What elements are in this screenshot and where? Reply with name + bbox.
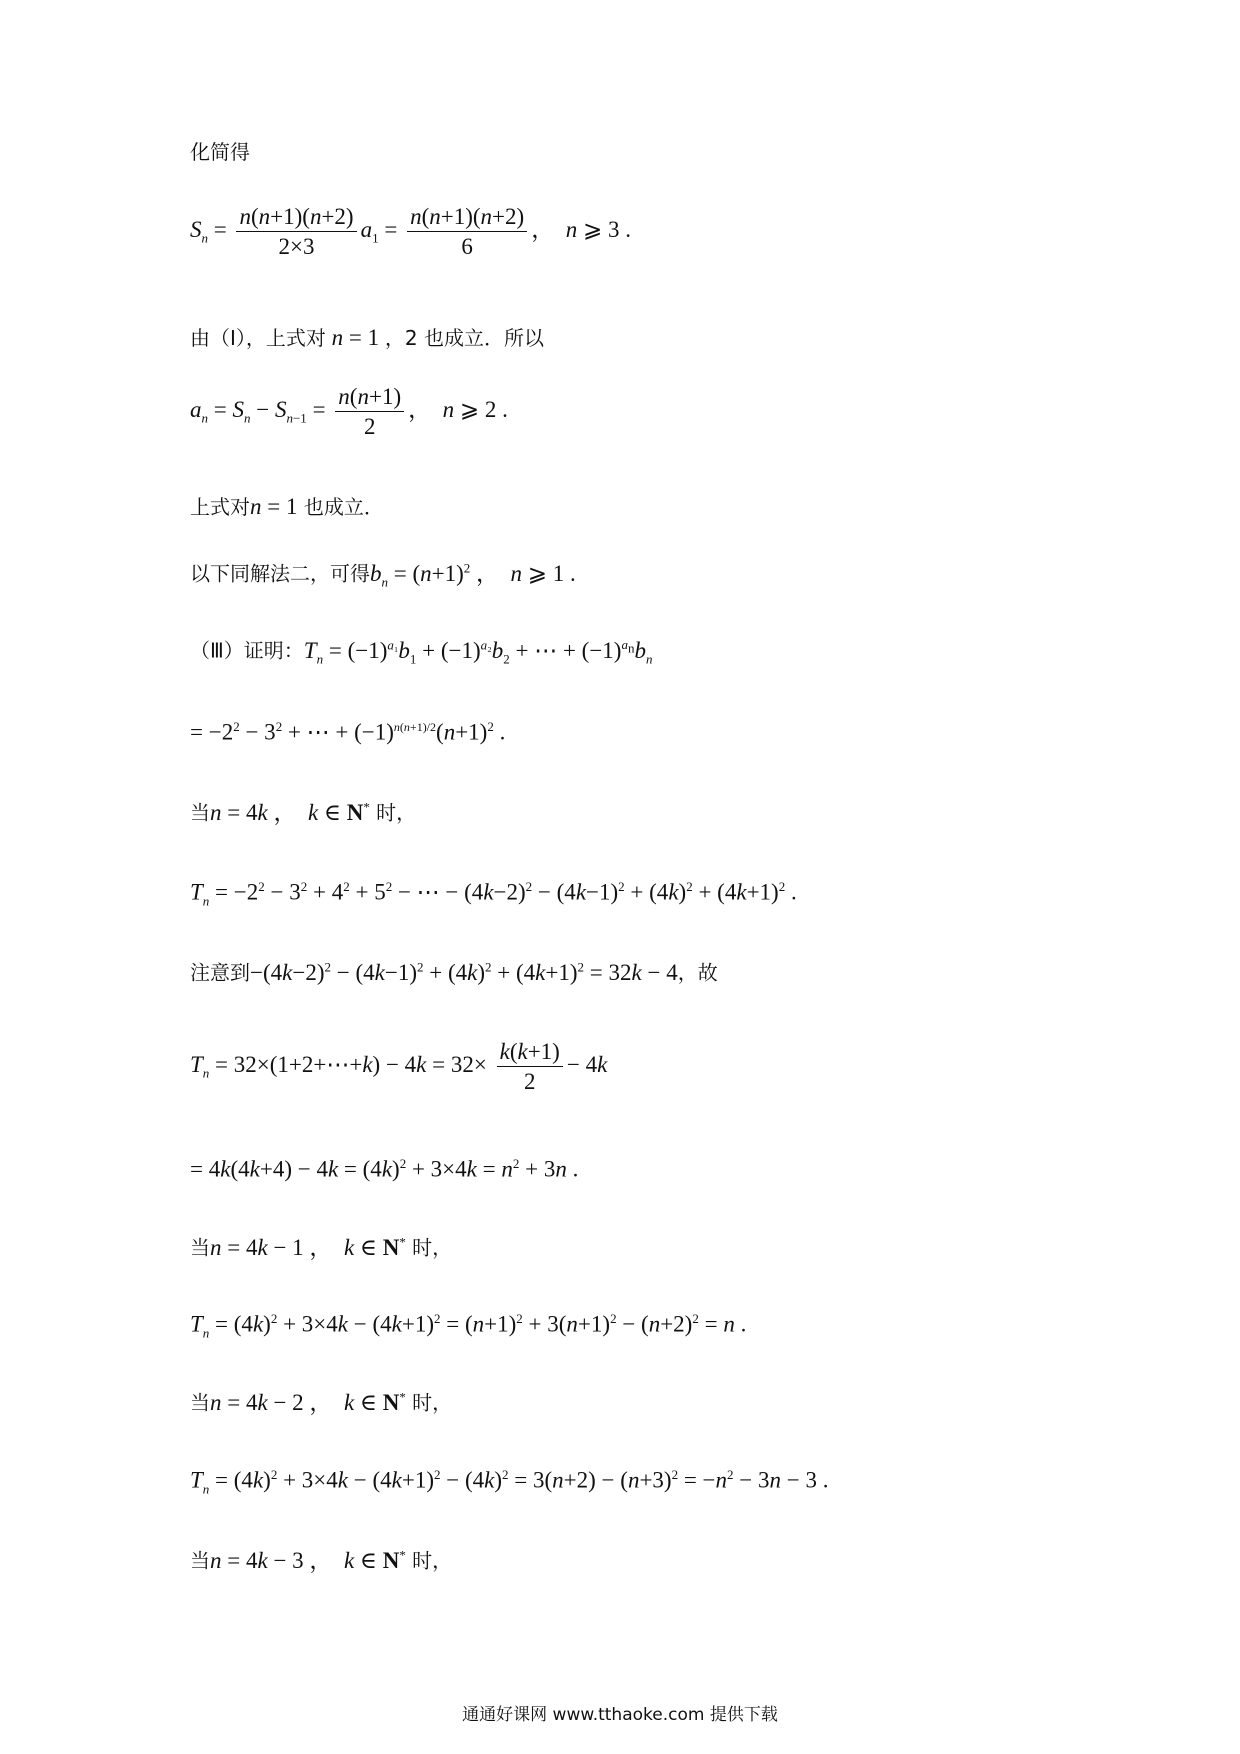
text-line-9: 当n = 4k ， k ∈ N* 时， (190, 799, 417, 825)
heading-simplify: 化简得 (190, 140, 250, 164)
text-line-7: （Ⅲ）证明：$T_n = (-1)^{a_1}b_1 + (-1)^{a_2}b_2$ + ⋯ + $(-1)^{a_n}b_n$ (190, 637, 653, 667)
footer-watermark: 通通好课网 www.tthaoke.com 提供下载 (462, 1705, 778, 1725)
formula-line-15: $T_n = (4k)^2 + 3\times 4k - (4k+1)^2 = (n+1)^2 + 3(n+1)^2 - (n+2)^2 = n$ . (190, 1311, 747, 1341)
text-line-16: 当n = 4k − 2 ， k ∈ N* 时， (190, 1389, 453, 1415)
fraction: $\frac{n(n+1)(n+2)}{2\times 3}$ (236, 205, 356, 258)
text-line-18: 当n = 4k − 3 ， k ∈ N* 时， (190, 1547, 453, 1573)
formula-line-13: = $4k(4k+4) - 4k = (4k)^2 + 3\times 4k = n^2 + 3n$ . (190, 1156, 579, 1182)
formula-line-12: $T_n$ = 32×(1+2+⋯+k) − 4k = 32× $\frac{k(k+1)}{2}$ − 4k (190, 1039, 608, 1094)
fraction: $\frac{n(n+1)(n+2)}{6}$ (407, 205, 527, 258)
text-line-11: 注意到$-(4k-2)^2 - (4k-1)^2 + (4k)^2 + (4k+1)^2 = 32k - 4$，故 (190, 959, 718, 985)
formula-line-2: $S_n$ = $\frac{n(n+1)(n+2)}{2\times 3}$ $a_1$ = $\frac{n(n+1)(n+2)}{6}$ ， n ⩾ 3 . (190, 204, 631, 259)
text-line-5: 上式对n = 1 也成立． (190, 494, 384, 519)
formula-line-10: $T_n = -2^2 - 3^2 + 4^2 + 5^2$ − ⋯ − $(4k-2)^2 - (4k-1)^2 + (4k)^2 + (4k+1)^2$ . (190, 879, 797, 909)
formula-line-8: = $-2^2 - 3^2$ + ⋯ + $(-1)^{n(n+1)/2}(n+1)^2$ . (190, 719, 506, 745)
formula-line-17: $T_n = (4k)^2 + 3\times 4k - (4k+1)^2 - (4k)^2 = 3(n+2) - (n+3)^2 = -n^2 - 3n - 3$ . (190, 1467, 829, 1497)
fraction: $\frac{k(k+1)}{2}$ (497, 1040, 563, 1093)
formula-line-4: $a_n = S_n - S_{n-1}$ = $\frac{n(n+1)}{2}$ ， n ⩾ 2 . (190, 384, 508, 439)
text-line-3: 由（Ⅰ），上式对 n = 1 ，2 也成立．所以 (190, 325, 544, 350)
text-line-1 (190, 142, 250, 162)
text-line-14: 当n = 4k − 1 ， k ∈ N* 时， (190, 1234, 453, 1260)
text-line-6: 以下同解法二，可得$b_n = (n+1)^2$ ， n ⩾ 1 . (190, 560, 576, 590)
fraction: $\frac{n(n+1)}{2}$ (335, 385, 404, 438)
